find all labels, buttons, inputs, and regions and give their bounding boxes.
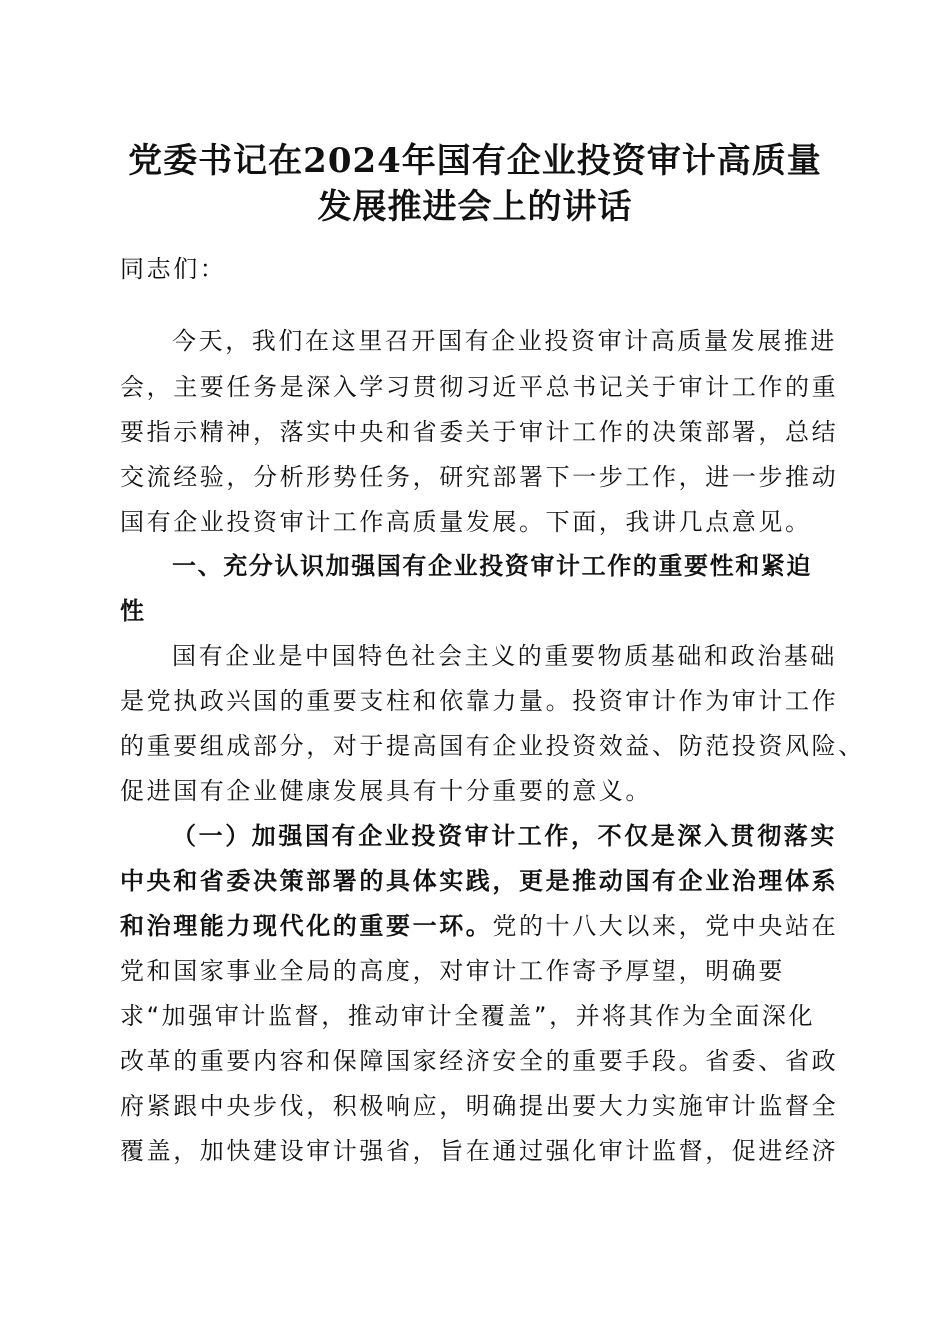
body-line: 覆盖，加快建设审计强省，旨在通过强化审计监督，促进经济 <box>120 1137 839 1165</box>
subsection-lead-end: 和治理能力现代化的重要一环。 <box>120 912 493 940</box>
document-title-line-2: 发展推进会上的讲话 <box>317 187 633 227</box>
body-line <box>120 910 838 942</box>
body-line: 交流经验，分析形势任务，研究部署下一步工作，进一步推动 <box>120 463 839 491</box>
body-line: 改革的重要内容和保障国家经济安全的重要手段。省委、省政 <box>120 1047 839 1075</box>
body-text: 党的十八大以来，党中央站在 <box>492 912 839 940</box>
subsection-lead: 中央和省委决策部署的具体实践，更是推动国有企业治理体系 <box>120 867 839 895</box>
body-line: 求“加强审计监督，推动审计全覆盖”，并将其作为全面深化 <box>120 1002 816 1030</box>
body-line: 的重要组成部分，对于提高国有企业投资效益、防范投资风险、 <box>120 732 865 760</box>
body-line: 今天，我们在这里召开国有企业投资审计高质量发展推进 <box>172 327 837 355</box>
body-line: 党和国家事业全局的高度，对审计工作寄予厚望，明确要 <box>120 957 785 985</box>
salutation: 同志们： <box>120 255 227 283</box>
body-line: 国有企业投资审计工作高质量发展。下面，我讲几点意见。 <box>120 508 812 536</box>
body-line: 会，主要任务是深入学习贯彻习近平总书记关于审计工作的重 <box>120 373 839 401</box>
body-line: 国有企业是中国特色社会主义的重要物质基础和政治基础 <box>172 642 837 670</box>
body-line: 促进国有企业健康发展具有十分重要的意义。 <box>120 777 652 805</box>
subsection-lead: （一）加强国有企业投资审计工作，不仅是深入贯彻落实 <box>172 822 837 850</box>
body-line: 是党执政兴国的重要支柱和依靠力量。投资审计作为审计工作 <box>120 687 839 715</box>
body-line: 府紧跟中央步伐，积极响应，明确提出要大力实施审计监督全 <box>120 1092 839 1120</box>
document-title-line-1: 党委书记在2024年国有企业投资审计高质量 <box>128 141 822 181</box>
section-heading-continued: 性 <box>120 597 146 625</box>
section-heading: 一、充分认识加强国有企业投资审计工作的重要性和紧迫 <box>172 552 812 580</box>
body-line: 要指示精神，落实中央和省委关于审计工作的决策部署，总结 <box>120 418 839 446</box>
